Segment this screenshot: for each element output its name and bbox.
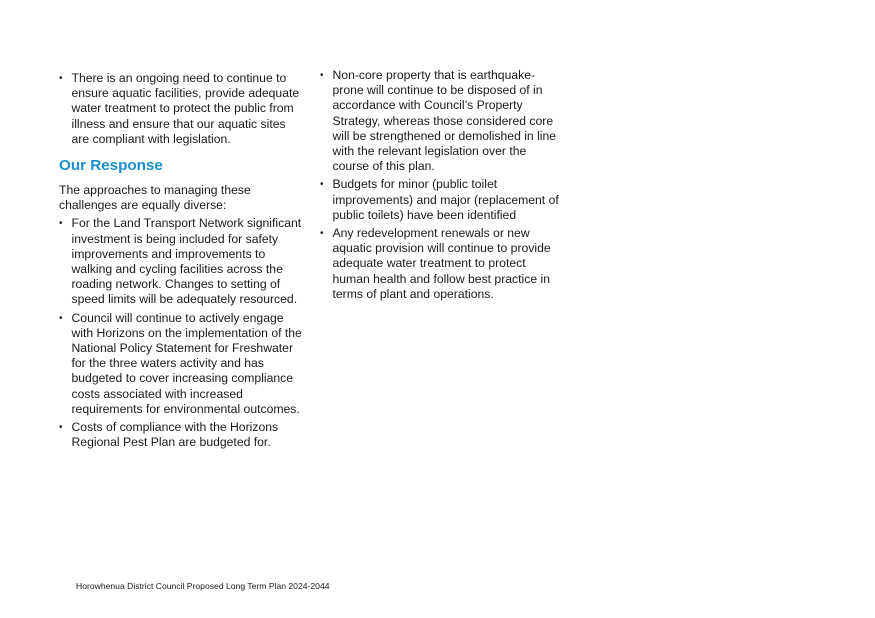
list-item bbox=[59, 311, 304, 417]
response-list-continued bbox=[320, 68, 560, 302]
list-item-text: Non-core property that is earthquake-prone will continue to be disposed of in accordance with Council’s Property Strategy, whereas those considered core will be strengthened or demolished in line with the relevant legislation over the course of this plan. bbox=[332, 68, 557, 174]
list-item bbox=[59, 71, 304, 147]
bullet-icon: • bbox=[59, 73, 63, 84]
list-item-text: There is an ongoing need to continue to ensure aquatic facilities, provide adequate water treatment to protect the public from illness and ensure that our aquatic sites are compliant with legislation. bbox=[71, 71, 300, 146]
list-item bbox=[59, 420, 304, 450]
list-item bbox=[320, 177, 560, 223]
page-footer: Horowhenua District Council Proposed Long Term Plan 2024-2044 bbox=[76, 581, 330, 591]
list-item-text: Council will continue to actively engage with Horizons on the implementation of the National Policy Statement for Freshwater for the three waters activity and has budgeted to cover increasing compliance costs associated with increased requirements for environmental outcomes. bbox=[71, 310, 302, 416]
list-item-text: Budgets for minor (public toilet improvements) and major (replacement of public toilets) have been identified bbox=[332, 177, 559, 222]
list-item bbox=[59, 216, 304, 307]
bullet-icon: • bbox=[59, 312, 63, 324]
list-item bbox=[320, 226, 560, 302]
bullet-icon: • bbox=[59, 218, 63, 230]
right-column bbox=[320, 68, 560, 305]
list-item-text: Costs of compliance with the Horizons Regional Pest Plan are budgeted for. bbox=[71, 420, 279, 450]
list-item bbox=[320, 68, 560, 174]
left-column bbox=[59, 71, 304, 453]
list-item-text: Any redevelopment renewals or new aquatic provision will continue to provide adequate water treatment to protect human health and follow best practice in terms of plant and operations. bbox=[332, 226, 551, 301]
bullet-icon: • bbox=[320, 228, 324, 240]
list-item-text: For the Land Transport Network significant investment is being included for safety improvements and improvements to walking and cycling facilities across the roading network. Changes to setting of speed limits will be adequately resourced. bbox=[71, 216, 302, 307]
bullet-icon: • bbox=[320, 70, 324, 81]
section-intro: The approaches to managing these challenges are equally diverse: bbox=[59, 183, 251, 213]
bullet-icon: • bbox=[320, 179, 324, 191]
bullet-icon: • bbox=[59, 422, 63, 434]
section-heading: Our Response bbox=[59, 157, 163, 175]
challenges-list bbox=[59, 71, 304, 147]
response-list bbox=[59, 216, 304, 450]
